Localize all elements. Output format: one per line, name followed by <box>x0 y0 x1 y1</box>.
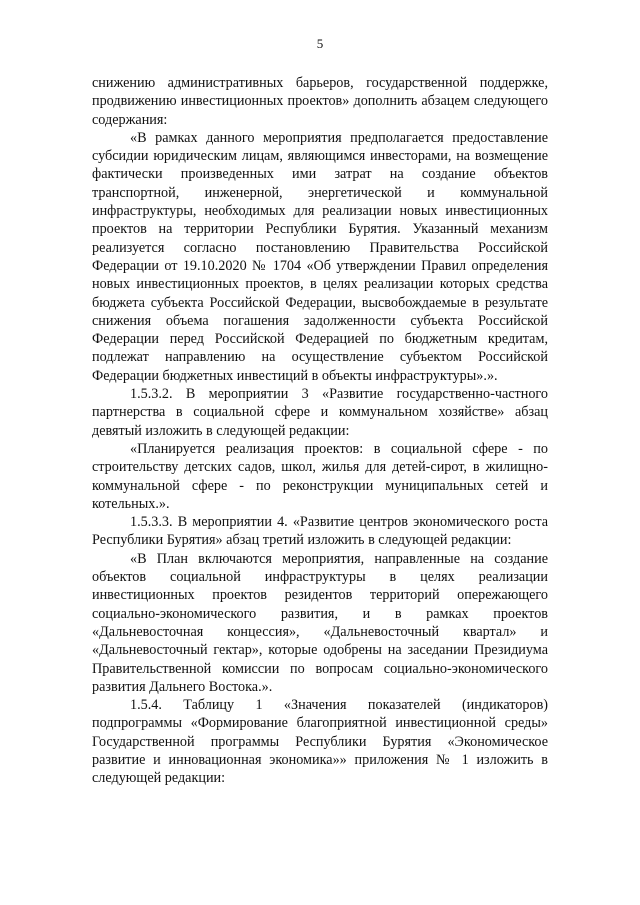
document-body <box>92 74 548 788</box>
paragraph-1-5-4: 1.5.4. Таблицу 1 «Значения показателей (индикаторов) подпрограммы «Формирование благоприятной инвестиционной среды» Государственной программы Республики Бурятия «Экономическое развитие и инновационная экономика»» приложения № 1 изложить в следующей редакции: <box>92 697 548 787</box>
paragraph-subsidy-quote: «В рамках данного мероприятия предполагается предоставление субсидии юридическим лицам, являющимся инвесторами, на возмещение фактически произведенных ими затрат на создание объектов транспортной, инженерной, энергетической и коммунальной инфраструктуры, необходимых для реализации новых инвестиционных проектов на территории Республики Бурятия. Указанный механизм реализуется согласно постановлению Правительства Российской Федерации от 19.10.2020 № 1704 «Об утверждении Правил определения новых инвестиционных проектов, в целях реализации которых средства бюджета субъекта Российской Федерации, высвобождаемые в результате снижения объема погашения задолженности субъекта Российской Федерации перед Российской Федерацией по бюджетным кредитам, подлежат направлению на осуществление субъектом Российской Федерации бюджетных инвестиций в объекты инфраструктуры».». <box>92 129 548 384</box>
paragraph-projects-quote: «Планируется реализация проектов: в социальной сфере - по строительству детских садов, школ, жилья для детей-сирот, в жилищно-коммунальной сфере - по реконструкции муниципальных сетей и котельных.». <box>92 440 548 512</box>
paragraph-intro: снижению административных барьеров, государственной поддержке, продвижению инвестиционных проектов» дополнить абзацем следующего содержания: <box>92 75 548 128</box>
paragraph-plan-quote: «В План включаются мероприятия, направленные на создание объектов социальной инфраструктуры в целях реализации инвестиционных проектов резидентов территорий опережающего социально-экономического развития, и в рамках проектов «Дальневосточная концессия», «Дальневосточный квартал» и «Дальневосточный гектар», которые одобрены на заседании Президиума Правительственной комиссии по вопросам социально-экономического развития Дальнего Востока.». <box>92 550 548 695</box>
paragraph-1-5-3-3: 1.5.3.3. В мероприятии 4. «Развитие центров экономического роста Республики Бурятия» абзац третий изложить в следующей редакции: <box>92 514 548 549</box>
page-number: 5 <box>316 36 324 51</box>
paragraph-1-5-3-2: 1.5.3.2. В мероприятии 3 «Развитие государственно-частного партнерства в социальной сфере и коммунальном хозяйстве» абзац девятый изложить в следующей редакции: <box>92 386 548 439</box>
